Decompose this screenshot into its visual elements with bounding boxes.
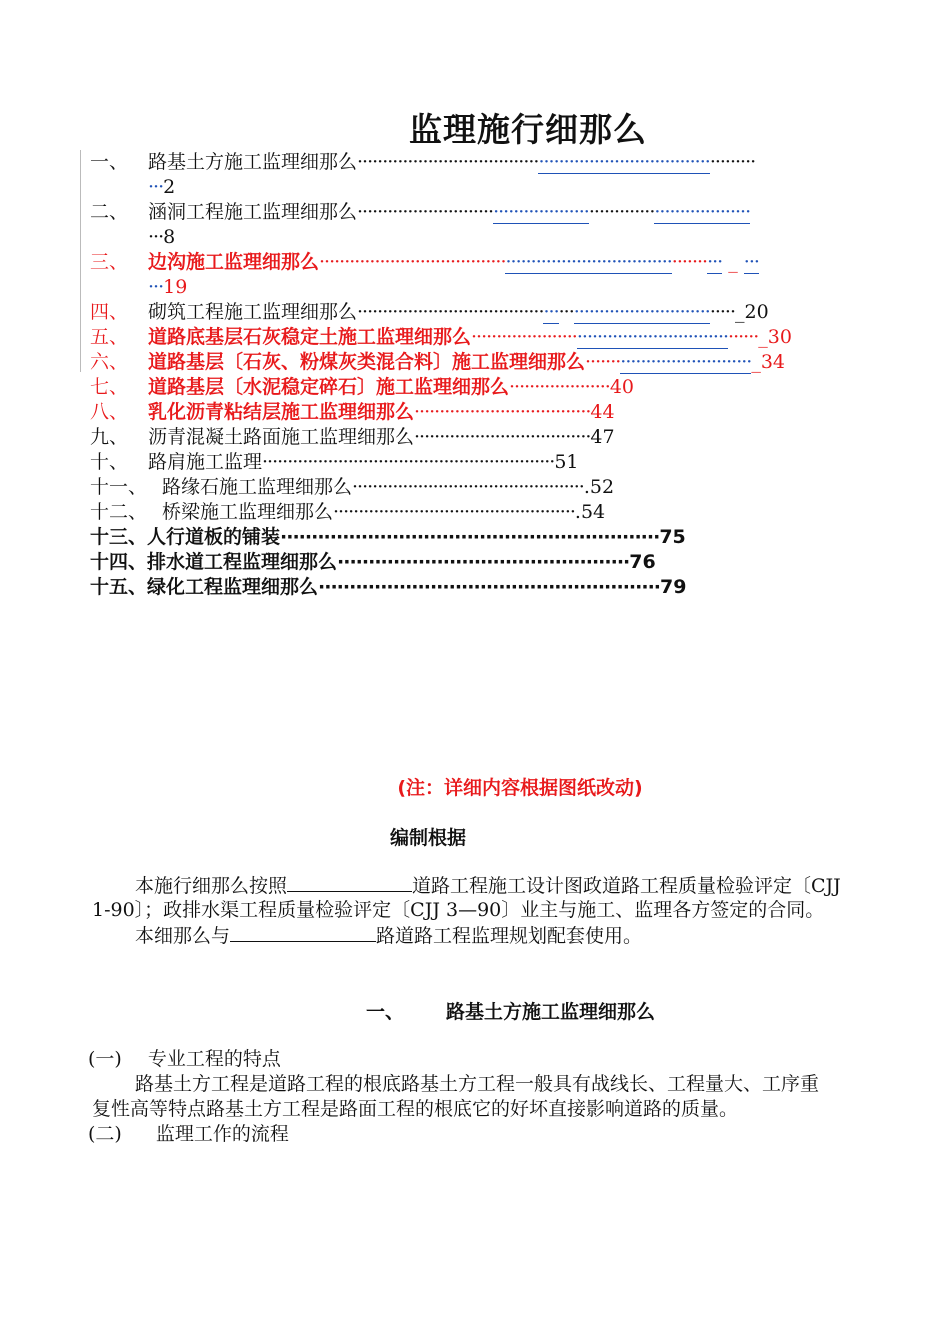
toc-num: 十一、: [90, 476, 148, 498]
toc-leader: ················································: [333, 501, 575, 523]
toc-leader: ···: [558, 301, 574, 323]
toc-leader-link: ···: [543, 301, 559, 323]
toc-item-15[interactable]: [90, 575, 686, 600]
toc-leader-link: ···: [743, 251, 759, 273]
toc-label: 路基土方施工监理细那么: [148, 151, 358, 173]
toc-page: 76: [629, 551, 656, 573]
toc-item-11[interactable]: [90, 475, 614, 500]
basis-text: 本细那么与: [135, 925, 231, 947]
toc-num: 五、: [90, 326, 129, 348]
toc-leader: ···: [148, 226, 164, 248]
toc-label: 路缘石施工监理细那么: [162, 476, 353, 498]
toc-leader: ···············································: [337, 551, 630, 573]
toc-label: 道路底基层石灰稳定土施工监理细那么: [148, 326, 472, 348]
subsection-title: 专业工程的特点: [147, 1048, 281, 1070]
toc-num: 十四、: [90, 551, 148, 573]
toc-item-3-cont: [148, 275, 187, 300]
toc-num: 十、: [90, 451, 129, 473]
section-title: 路基土方施工监理细那么: [446, 1001, 656, 1023]
toc-leader: ·······: [585, 351, 621, 373]
toc-page: 2: [163, 176, 176, 198]
toc-page: 8: [163, 226, 176, 248]
toc-label: 道路基层〔石灰、粉煤灰类混合料〕施工监理细那么: [148, 351, 586, 373]
toc-num: 十五、: [90, 576, 148, 598]
toc-page: 79: [660, 576, 687, 598]
toc-num: 六、: [90, 351, 129, 373]
basis-text: 道路工程施工设计图政道路工程质量检验评定〔CJJ: [412, 875, 841, 897]
toc-leader: ·····: [709, 301, 736, 323]
toc-num: 十二、: [90, 501, 148, 523]
basis-paragraph-line-1: [135, 873, 841, 899]
toc-item-9[interactable]: [90, 425, 615, 450]
toc-leader: ·····················: [471, 326, 577, 348]
toc-item-2[interactable]: [90, 200, 750, 225]
toc-leader: ·······: [671, 251, 708, 273]
toc-item-7[interactable]: [90, 375, 634, 400]
toc-item-4[interactable]: [90, 300, 769, 325]
toc-leader: ·······················································: [318, 576, 661, 598]
toc-item-3[interactable]: [90, 250, 759, 275]
subsection-heading-2: [88, 1122, 289, 1147]
toc-leader-link: ···: [148, 276, 164, 298]
toc-item-1[interactable]: [90, 150, 755, 175]
section-number: 一、: [366, 1001, 405, 1023]
toc-page: _34: [751, 351, 786, 373]
toc-label: 涵洞工程施工监理细那么: [148, 201, 358, 223]
toc-label: 路肩施工监理: [148, 451, 263, 473]
toc-leader: ···································: [414, 426, 591, 448]
toc-page: 75: [659, 526, 686, 548]
toc-page: _30: [758, 326, 792, 348]
toc-leader-link: ···························: [573, 301, 710, 323]
basis-text: 路道路工程监理规划配套使用。: [376, 925, 643, 947]
toc-label: 砌筑工程施工监理细那么: [148, 301, 358, 323]
toc-item-10[interactable]: [90, 450, 579, 475]
toc-leader: _: [722, 251, 744, 273]
toc-label: 乳化沥青粘结层施工监理细那么: [148, 401, 415, 423]
toc-num: 九、: [90, 426, 129, 448]
toc-leader-link: ··································: [538, 151, 710, 173]
document-title: 监理施行细那么: [409, 110, 647, 149]
toc-leader: ·········: [709, 151, 756, 173]
toc-page: .54: [574, 501, 606, 523]
project-name-blank[interactable]: [287, 873, 412, 892]
toc-num: 三、: [90, 251, 129, 273]
toc-num: 二、: [90, 201, 129, 223]
toc-leader: ····································: [357, 151, 539, 173]
basis-paragraph-2: [135, 923, 642, 949]
toc-page: 19: [163, 276, 188, 298]
toc-page: .52: [583, 476, 615, 498]
toc-leader: ···························: [357, 201, 494, 223]
toc-leader: ·····························································: [280, 526, 660, 548]
toc-num: 一、: [90, 151, 129, 173]
toc-num: 四、: [90, 301, 129, 323]
toc-label: 道路基层〔水泥稳定碎石〕施工监理细那么: [148, 376, 510, 398]
basis-text: 本施行细那么按照: [135, 875, 288, 897]
basis-heading: 编制根据: [390, 827, 467, 849]
road-name-blank[interactable]: [230, 923, 376, 942]
toc-leader: ······: [728, 326, 759, 348]
toc-leader-link: ···: [707, 251, 723, 273]
toc-leader: ···································: [414, 401, 591, 423]
toc-page: 44: [590, 401, 615, 423]
toc-label: 绿化工程监理细那么: [147, 576, 319, 598]
toc-label: 沥青混凝土路面施工监理细那么: [148, 426, 415, 448]
toc-page: 40: [609, 376, 634, 398]
toc-leader-link: ··························: [620, 351, 752, 373]
section-heading: [366, 997, 655, 1024]
toc-item-2-cont: [148, 225, 175, 250]
toc-label: 排水道工程监理细那么: [147, 551, 338, 573]
toc-page: 47: [590, 426, 615, 448]
toc-leader-link: ···················: [654, 201, 751, 223]
toc-leader-link: ···: [148, 176, 164, 198]
toc-label: 人行道板的铺装: [147, 526, 281, 548]
toc-leader: ··························································: [262, 451, 555, 473]
basis-paragraph-line-2: 1-90〕；政排水渠工程质量检验评定〔CJJ 3—90〕业主与施工、监理各方签定的合同。: [92, 899, 825, 921]
toc-label: 边沟施工监理细那么: [148, 251, 320, 273]
toc-item-12[interactable]: [90, 500, 605, 525]
subsection-body-line-2: 复性高等特点路基土方工程是路面工程的根底它的好坏直接影响道路的质量。: [92, 1098, 739, 1120]
toc-num: 十三、: [90, 526, 148, 548]
toc-item-8[interactable]: [90, 400, 615, 425]
margin-line: [80, 150, 81, 372]
subsection-number: (二): [88, 1123, 122, 1145]
toc-leader: ·····································: [357, 301, 544, 323]
toc-item-14[interactable]: [90, 550, 656, 575]
toc-num: 八、: [90, 401, 129, 423]
toc-page: _20: [735, 301, 769, 323]
note-text: (注：详细内容根据图纸改动): [397, 777, 643, 799]
subsection-body-line-1: 路基土方工程是道路工程的根底路基土方工程一般具有战线长、工程量大、工序重: [135, 1073, 820, 1095]
toc-num: 七、: [90, 376, 129, 398]
toc-leader-link: ·································: [505, 251, 672, 273]
toc-leader-link: ······························: [576, 326, 729, 348]
toc-leader: ····················: [509, 376, 610, 398]
toc-page: 51: [554, 451, 579, 473]
subsection-number: (一): [88, 1048, 122, 1070]
toc-item-6[interactable]: [90, 350, 785, 375]
toc-leader: ·············: [588, 201, 655, 223]
toc-leader-link: ···················: [493, 201, 589, 223]
toc-item-1-cont: [148, 175, 175, 200]
toc-item-13[interactable]: [90, 525, 686, 550]
toc-leader: ··············································: [352, 476, 584, 498]
subsection-title: 监理工作的流程: [155, 1123, 289, 1145]
subsection-heading-1: [88, 1047, 281, 1072]
toc-leader: ·····································: [319, 251, 506, 273]
toc-label: 桥梁施工监理细那么: [162, 501, 334, 523]
toc-item-5[interactable]: [90, 325, 792, 350]
